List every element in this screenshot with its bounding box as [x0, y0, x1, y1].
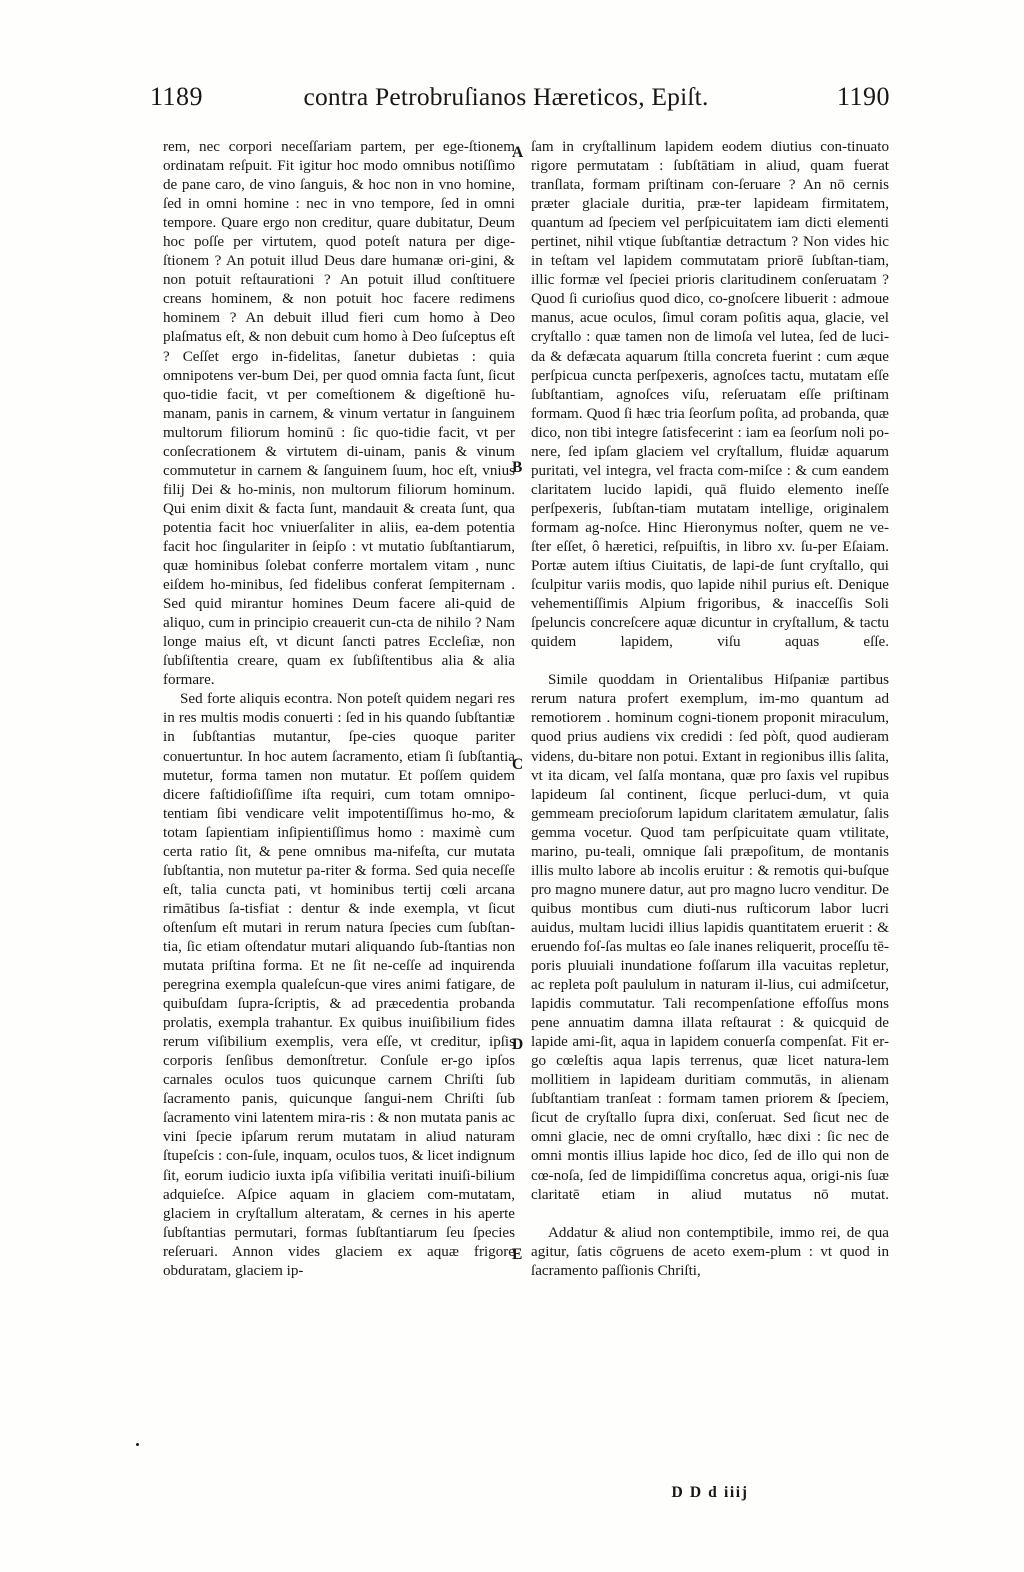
margin-letter-d: D — [512, 1036, 524, 1053]
folio-number-right: 1190 — [836, 82, 890, 111]
margin-letter-c: C — [512, 756, 524, 773]
running-head — [150, 82, 890, 126]
quire-signature: D D d iiij — [671, 1484, 749, 1501]
folio-number-left: 1189 — [150, 82, 204, 111]
margin-letter-e: E — [512, 1246, 523, 1263]
margin-ink-dot — [136, 1443, 139, 1446]
paragraph: ſam in cryſtallinum lapidem eodem diutius con-tinuato rigore permutatam : ſubſtātiam in aliud, quam fuerat tranſlata, formam priſtinam con-ſeruare ? An nō cernis præter glaciale duritia, præ-ter lapideam firmitatem, quantum ad ſpeciem vel perſpicuitatem iam dicti elementi pertinet, nihil vtique ſubſtantiæ detractum ? Non vides hic in teſtam vel lapidem commutatam priorē ſubſtan-tiam, illic formæ vel ſpeciei prioris claritudinem conſeruatam ? Quod ſi curioſius quod dico, co-gnoſcere libuerit : admoue manus, acue oculos, ſimul coram poſitis aqua, glacie, vel cryſtallo : quæ tamen non de limoſa vel lutea, ſed de luci-da & defæcata aquarum ſtilla concreta fuerint : cum æque perſpicua cuncta perſpexeris, agnoſces tactu, mutatam eſſe ſubſtantiam, agnoſces viſu, reſeruatam eſſe priſtinam formam. Quod ſi hæc tria ſeorſum poſita, ad probanda, quæ dico, non tibi integre ſatisfecerint : iam ea ſeorſum noli po-nere, ſed ipſam glaciem vel cryſtallum, fluidæ aquarum puritati, vel integra, vel fracta com-miſce : & cum eandem claritatem lucido lapidi, quā fluido elemento ineſſe perſpexeris, ſubſtan-tiam mutatam intellige, originalem formam ag-noſce. Hinc Hieronymus noſter, quem ne ve-ſter eſſet, ô hæretici, reſpuiſtis, in libro xv. ſu-per Eſaiam. Portæ autem iſtius Ciuitatis, de lapi-de ſunt cryſtallo, qui ſculpitur variis modis, quo lapide nihil purius eſt. Denique vehementiſſimis Alpium frigoribus, & inacceſſis Soli ſpeluncis concreſcere aquæ dicuntur in cryſtallum, & tactu quidem lapidem, viſu aquas eſſe. — [531, 139, 889, 651]
paragraph: rem, nec corpori neceſſariam partem, per ege-ſtionem ordinatam reſpuit. Fit igitur hoc modo omnibus notiſſimo de pane caro, de vino ſanguis, & hoc non in vno homine, ſed in omni homine : nec in vno tempore, ſed in omni tempore. Quare ergo non creditur, quare dubitatur, Deum hoc poſſe per virtutem, quod poteſt natura per dige-ſtionem ? An potuit illud Deus dare humanæ ori-gini, & non potuit reſtaurationi ? An potuit illud conſtituere creans hominem, & non potuit hoc facere redimens hominem ? An debuit illud fieri cum homo à Deo plaſmatus eſt, & non debuit cum homo à Deo ſuſceptus eſt ? Ceſſet ergo in-fidelitas, ſanetur dubietas : quia omnipotens ver-bum Dei, per quod omnia facta ſunt, ſicut quo-tidie facit, vt per comeſtionem & digeſtionē hu-manam, panis in carnem, & vinum vertatur in ſanguinem multorum filiorum hominū : ſic quo-tidie facit, vt per conſecrationem & virtutem di-uinam, panis & vinum commutetur in carnem & ſanguinem ſuum, hoc eſt, vnius filij Dei & ho-minis, non multorum filiorum hominum. Qui enim dixit & facta ſunt, mandauit & creata ſunt, qua potentia facit hoc vniuerſaliter in aliis, ea-dem potentia facit hoc ſingulariter in ſeipſo : vt mutatio ſubſtantiarum, quæ hominibus ſolebat conferre mortalem vitam , nunc eiſdem ho-minibus, ſed fidelibus conferat ſempiternam . Sed quid mirantur homines Deum facere ali-quid de aliquo, cum in principio creauerit cun-cta de nihilo ? Nam longe maius eſt, vt dicunt ſancti patres Eccleſiæ, non ſubſiſtentia creare, quam ex ſubſiſtentibus alia & alia formare. — [163, 139, 515, 689]
margin-letter-a: A — [512, 144, 524, 161]
paragraph: Simile quoddam in Orientalibus Hiſpaniæ partibus rerum natura profert exemplum, im-mo quantum ad remotiorem . hominum cogni-tionem proponit miraculum, quod prius audiens vix credidi : ſed pòſt, quod audieram videns, du-bitare non potui. Extant in regionibus illis ſalita, vt ita dicam, vel ſalſa montana, quæ pro ſaxis vel rupibus lapideum ſal continent, ſicque perluci-dum, vt quia gemmeam precioſorum lapidum claritatem æmulatur, ſalis gemma vocetur. Quod tam perſpicuitate quam vtilitate, marino, pu-teali, omnique ſali præpoſitum, de montanis illis multo labore ab incolis eruitur : & remotis qui-buſque pro magno munere datur, aut pro magno lucro venditur. De quibus montibus cum diuti-nus ruſticorum labor lucri auidus, multam lucidi illius lapidis quantitatem eruerit : & eruendo foſ-ſas multas eo ſale inanes reliquerit, proceſſu tē-poris pluuiali inundatione foſſarum illa vacuitas repletur, ac repleta poſt paululum in naturam il-lius, cui admiſcetur, lapidis commutatur. Tali recompenſatione effoſſus mons pene annuatim damna illata reſtaurat : & quicquid de lapide ami-ſit, aqua in lapidem conuerſa compenſat. Fit er-go cœleſtis aqua lapis terrenus, quæ licet natura-lem mollitiem in lapideam duritiam commutās, in alienam ſubſtantiam tranſeat : formam tamen priorem & ſpeciem, ſicut de cryſtallo ſupra dixi, conſeruat. Sed ſicut nec de omni glacie, nec de omni cryſtallo, hæc dixi : ſic nec de omni montis illius lapide hoc dico, ſed de illo qui non de cœ-noſa, ſed de limpidiſſima concretus aqua, origi-nis ſuæ claritatē etiam in aliud mutatus nō mutat. — [531, 672, 889, 1203]
text-column-left — [163, 138, 515, 1281]
page-title: contra Petrobruſianos Hæreticos, Epiſt. — [303, 82, 709, 111]
paragraph: Addatur & aliud non contemptibile, immo rei, de qua agitur, ſatis cōgruens de aceto exem-plum : vt quod in ſacramento paſſionis Chriſti, — [531, 1224, 889, 1279]
margin-letter-b: B — [512, 459, 523, 476]
text-column-right — [531, 138, 889, 1281]
body-columns — [0, 138, 1024, 1518]
paragraph: Sed forte aliquis econtra. Non poteſt quidem negari res in res multis modis conuerti : ſed in his quando ſubſtantiæ in ſubſtantias mutantur, ſpe-cies quoque pariter conuertuntur. In hoc autem ſacramento, etiam ſi ſubſtantia mutetur, forma tamen non mutatur. Et poſſem quidem dicere faſtidioſiſſime iſta requiri, cum totam omnipo-tentiam ſibi vendicare velit impotentiſſimus ho-mo, & totam ſapientiam inſipientiſſimus homo : maximè cum certa ratio ſit, & pene omnibus ma-nifeſta, cur mutata ſubſtantia, non mutetur pa-riter & forma. Sed quia neceſſe eſt, talia cuncta pati, vt hominibus tertij cœli arcana rimātibus ſa-tisfiat : dentur & inde exempla, vt ſicut oſtenſum eſt mutari in rerum natura ſpecies cum ſubſtan-tia, ſic etiam oſtendatur mutari aliquando ſub-ſtantias non mutata priſtina forma. Et ne ſit ne-ceſſe ad inquirenda peregrina exempla qualeſcun-que vires animi fatigare, de quibuſdam ſupra-ſcriptis, & ad præcedentia probanda prolatis, exempla trahantur. Ex quibus inuiſibilium fides rerum viſibilium exemplis, vera eſſe, vt creditur, ipſis corporis ſenſibus demonſtretur. Conſule er-go ipſos carnales oculos tuos quicunque carnem Chriſti ſub ſacramento panis, quicunque ſangui-nem Chriſti ſub ſacramento vini latentem mira-ris : & non mutata panis ac vini ſpecie ipſarum rerum mutatam in aliud naturam ſtupeſcis : con-ſule, inquam, oculos tuos, & licet indignum ſit, eorum iudicio iuxta ipſa viſibilia veritati inuiſi-bilium adquieſce. Aſpice aquam in glaciem com-mutatam, glaciem in cryſtallum alteratam, & cernes in his aperte ſubſtantias permutari, formas ſubſtantiarum ſeu ſpecies reſeruari. Annon vides glaciem ex aquæ frigore obduratam, glaciem ip- — [163, 691, 515, 1279]
